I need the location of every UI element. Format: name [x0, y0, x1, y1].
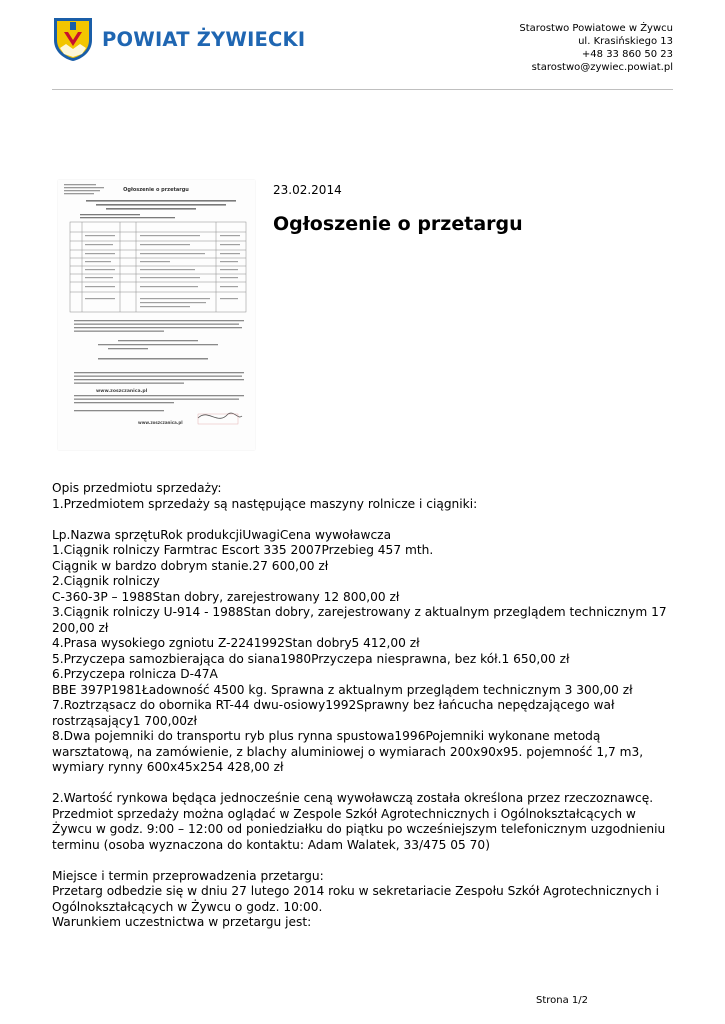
site-logo[interactable]	[52, 16, 305, 62]
contact-info	[519, 22, 673, 74]
body-line: Miejsce i termin przeprowadzenia przetargu:	[52, 868, 324, 883]
body-line: Przedmiot sprzedaży można oglądać w Zespole Szkół Agrotechnicznych i Ogólnokształcących w	[52, 806, 636, 821]
body-line: wymiary rynny 600x45x254 428,00 zł	[52, 760, 284, 774]
scanned-document-thumbnail[interactable]	[58, 180, 255, 450]
article-body	[52, 481, 677, 931]
body-line: Żywcu w godz. 9:00 – 12:00 od poniedziałku do piątku po wcześniejszym telefonicznym uzgodnieniu	[52, 822, 666, 836]
article-title: Ogłoszenie o przetargu	[273, 213, 523, 235]
body-line: rostrząsający1 700,00zł	[52, 713, 197, 728]
body-line: terminu (osoba wyznaczona do kontaktu: Adam Walatek, 33/475 05 70)	[52, 837, 490, 852]
article-date: 23.02.2014	[273, 183, 342, 197]
body-line: 3.Ciągnik rolniczy U-914 - 1988Stan dobry, zarejestrowany z aktualnym przeglądem technicznym 17	[52, 605, 667, 619]
body-line: C-360-3P – 1988Stan dobry, zarejestrowany 12 800,00 zł	[52, 589, 400, 604]
body-line: Warunkiem uczestnictwa w przetargu jest:	[52, 915, 312, 929]
body-line: Lp.Nazwa sprzętuRok produkcjiUwagiCena wywoławcza	[52, 527, 392, 542]
body-line: 8.Dwa pojemniki do transportu ryb plus rynna spustowa1996Pojemniki wykonane metodą	[52, 729, 601, 743]
body-line: Przetarg odbedzie się w dniu 27 lutego 2014 roku w sekretariacie Zespołu Szkół Agrotechnicznych i	[52, 884, 659, 898]
contact-email[interactable]: starostwo@zywiec.powiat.pl	[531, 62, 673, 73]
body-line: BBE 397P1981Ładowność 4500 kg. Sprawna z aktualnym przeglądem technicznym 3 300,00 zł	[52, 682, 633, 697]
body-line: Ogólnokształcących w Żywcu o godz. 10:00.	[52, 899, 323, 914]
coat-of-arms-icon	[52, 16, 94, 62]
body-line: 6.Przyczepa rolnicza D-47A	[52, 667, 218, 681]
body-line: Opis przedmiotu sprzedaży:	[52, 481, 222, 495]
thumbnail-heading: Ogłoszenie o przetargu	[123, 187, 189, 193]
logo-text: POWIAT ŻYWIECKI	[102, 27, 306, 51]
header-divider	[52, 89, 673, 90]
body-line: 2.Wartość rynkowa będąca jednocześnie ceną wywoławczą została określona przez rzeczoznawcę.	[52, 791, 654, 805]
contact-office: Starostwo Powiatowe w Żywcu	[519, 23, 673, 34]
contact-phone[interactable]: +48 33 860 50 23	[581, 49, 673, 60]
body-line: 4.Prasa wysokiego zgniotu Z-2241992Stan dobry5 412,00 zł	[52, 636, 420, 650]
body-line: 5.Przyczepa samozbierająca do siana1980Przyczepa niesprawna, bez kół.1 650,00 zł	[52, 651, 570, 666]
body-line: 7.Roztrząsacz do obornika RT-44 dwu-osiowy1992Sprawny bez łańcucha nepędzającego wał	[52, 698, 615, 712]
thumbnail-link: www.zoszczanica.pl	[96, 389, 148, 394]
body-line: Ciągnik w bardzo dobrym stanie.27 600,00 zł	[52, 558, 329, 573]
body-line: warsztatową, na zamówienie, z blachy aluminiowej o wymiarach 200x90x95. pojemność 1,7 m3,	[52, 744, 644, 759]
body-line: 1.Przedmiotem sprzedaży są następujące maszyny rolnicze i ciągniki:	[52, 496, 478, 511]
page-number: Strona 1/2	[535, 995, 588, 1006]
body-line: 1.Ciągnik rolniczy Farmtrac Escort 335 2007Przebieg 457 mth.	[52, 543, 434, 557]
thumbnail-link-bottom: www.zoszczanica.pl	[138, 420, 183, 425]
body-line: 2.Ciągnik rolniczy	[52, 574, 160, 588]
body-line: 200,00 zł	[52, 620, 109, 635]
contact-address: ul. Krasińskiego 13	[578, 36, 673, 47]
